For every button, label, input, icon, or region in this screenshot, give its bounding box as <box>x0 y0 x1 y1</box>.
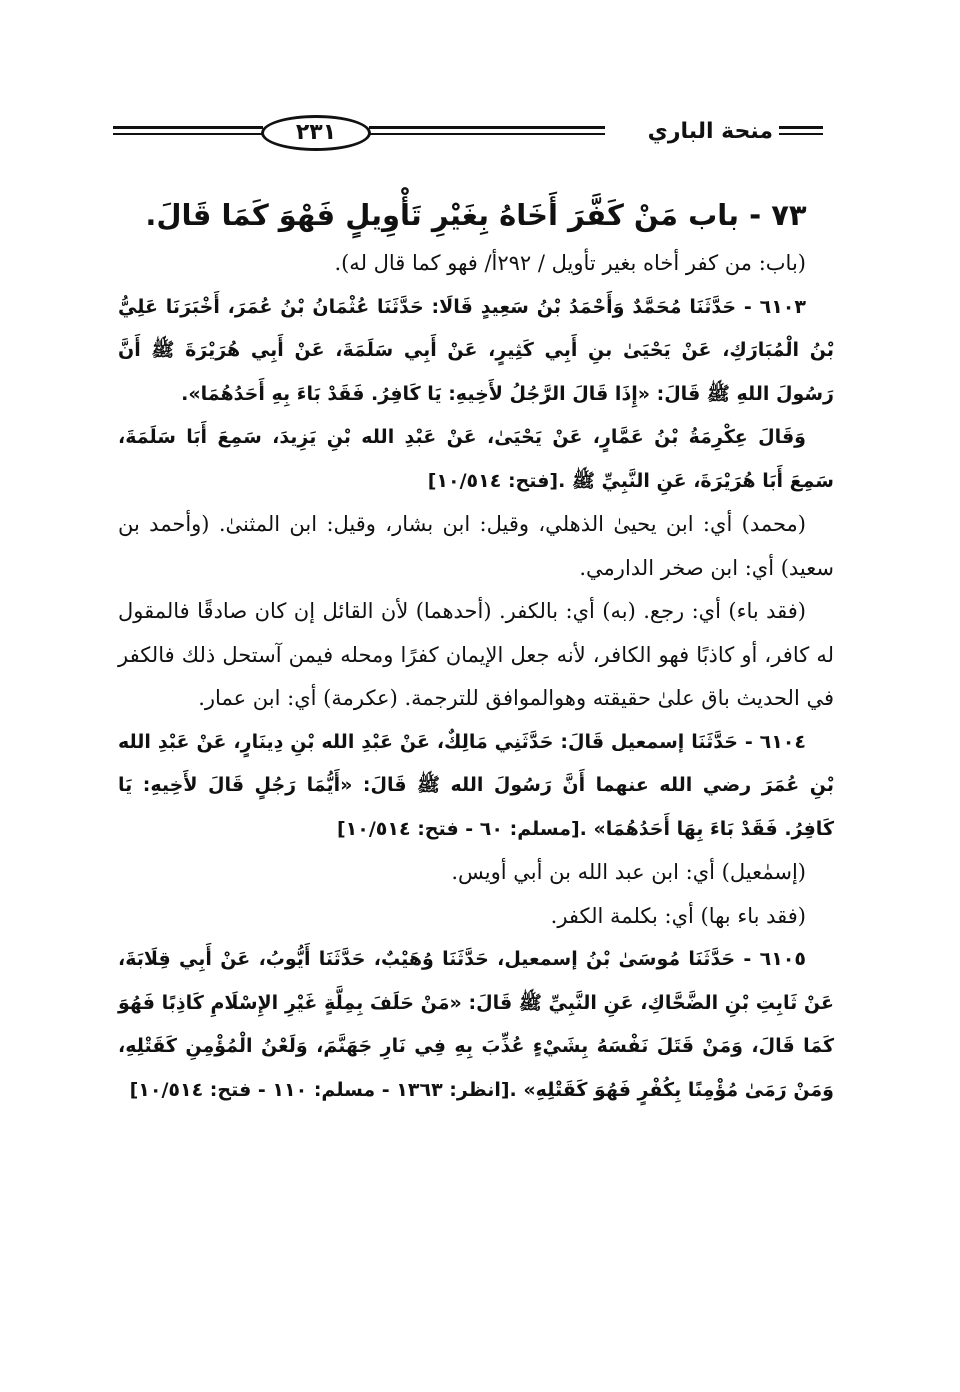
page-number: ٢٣١ <box>261 115 371 151</box>
commentary-meaning: (فقد باء) أي: رجع. (به) أي: بالكفر. (أحدهما) لأن القائل إن كان صادقًا فالمقول له كافر، أو كاذبًا فهو الكافر، لأنه جعل الإيمان كفرًا ومحله فيمن آستحل ذلك فالكفر في الحديث باق علىٰ حقيقته وهوالموافق للترجمة. (عكرمة) أي: ابن عمار. <box>118 599 834 710</box>
hadith-6104: ٦١٠٤ - حَدَّثَنَا إسمعيل قَالَ: حَدَّثَنِي مَالِكٌ، عَنْ عَبْدِ الله بْنِ دِينَارٍ، عَنْ عَبْدِ الله بْنِ عُمَرَ رضي الله عنهما أَنَّ رَسُولَ الله ﷺ قَالَ: «أَيُّمَا رَجُلٍ قَالَ لأَخِيهِ: يَا كَافِرُ. فَقَدْ بَاءَ بِهَا أَحَدُهُمَا» .[مسلم: ٦٠ - فتح: ١٠/٥١٤] <box>118 730 834 840</box>
page-header <box>113 112 825 158</box>
running-title: منحة الباري <box>647 119 773 144</box>
header-rule-middle-top <box>369 126 605 129</box>
hadith-6103-mutabaah: وَقَالَ عِكْرِمَةُ بْنُ عَمَّارٍ، عَنْ يَحْيَىٰ، عَنْ عَبْدِ الله بْنِ يَزِيدَ، سَمِعَ أَبَا سَلَمَةَ، سَمِعَ أَبَا هُرَيْرَةَ، عَنِ النَّبِيِّ ﷺ .[فتح: ١٠/٥١٤] <box>118 426 834 492</box>
chapter-commentary: (باب: من كفر أخاه بغير تأويل / ٢٩٢أ/ فهو كما قال له). <box>334 251 806 275</box>
chapter-title: ٧٣ - باب مَنْ كَفَّرَ أَخَاهُ بِغَيْرِ تَأْوِيلٍ فَهْوَ كَمَا قَالَ. <box>145 198 807 232</box>
header-rule-right-top <box>779 126 823 129</box>
header-rule-middle-bottom <box>369 133 605 135</box>
commentary-narrators: (محمد) أي: ابن يحيىٰ الذهلي، وقيل: ابن بشار، وقيل: ابن المثنىٰ. (وأحمد بن سعيد) أي: ابن صخر الدارمي. <box>118 512 834 580</box>
commentary-ismail: (إسمٰعيل) أي: ابن عبد الله بن أبي أويس. <box>451 860 806 884</box>
hadith-6105: ٦١٠٥ - حَدَّثَنَا مُوسَىٰ بْنُ إسمعيل، حَدَّثَنَا وُهَيْبٌ، حَدَّثَنَا أَيُّوبُ، عَنْ أَبِي قِلَابَةَ، عَنْ ثَابِتِ بْنِ الضَّحَّاكِ، عَنِ النَّبِيِّ ﷺ قَالَ: «مَنْ حَلَفَ بِمِلَّةٍ غَيْرِ الإِسْلَامِ كَاذِبًا فَهُوَ كَمَا قَالَ، وَمَنْ قَتَلَ نَفْسَهُ بِشَيْءٍ عُذِّبَ بِهِ فِي نَارِ جَهَنَّمَ، وَلَعْنُ الْمُؤْمِنِ كَقَتْلِهِ، وَمَنْ رَمَىٰ مُؤْمِنًا بِكُفْرٍ فَهُوَ كَقَتْلِهِ» .[انظر: ١٣٦٣ - مسلم: ١١٠ - فتح: ١٠/٥١٤] <box>118 948 834 1101</box>
page-body <box>118 190 834 1112</box>
commentary-baa-biha: (فقد باء بها) أي: بكلمة الكفر. <box>550 903 806 928</box>
header-rule-left-bottom <box>113 133 263 135</box>
header-rule-right-bottom <box>779 133 823 135</box>
header-rule-left-top <box>113 126 263 129</box>
hadith-6103: ٦١٠٣ - حَدَّثَنَا مُحَمَّدٌ وَأَحْمَدُ بْنُ سَعِيدٍ قَالَا: حَدَّثَنَا عُثْمَانُ بْنُ عُمَرَ، أَخْبَرَنَا عَلِيُّ بْنُ الْمُبَارَكِ، عَنْ يَحْيَىٰ بنِ أَبِي كَثِيرٍ، عَنْ أَبِي سَلَمَةَ، عَنْ أَبِي هُرَيْرَةَ ﷺ أَنَّ رَسُولَ اللهِ ﷺ قَالَ: «إِذَا قَالَ الرَّجُلُ لأَخِيهِ: يَا كَافِرُ. فَقَدْ بَاءَ بِهِ أَحَدُهُمَا». <box>118 295 834 405</box>
